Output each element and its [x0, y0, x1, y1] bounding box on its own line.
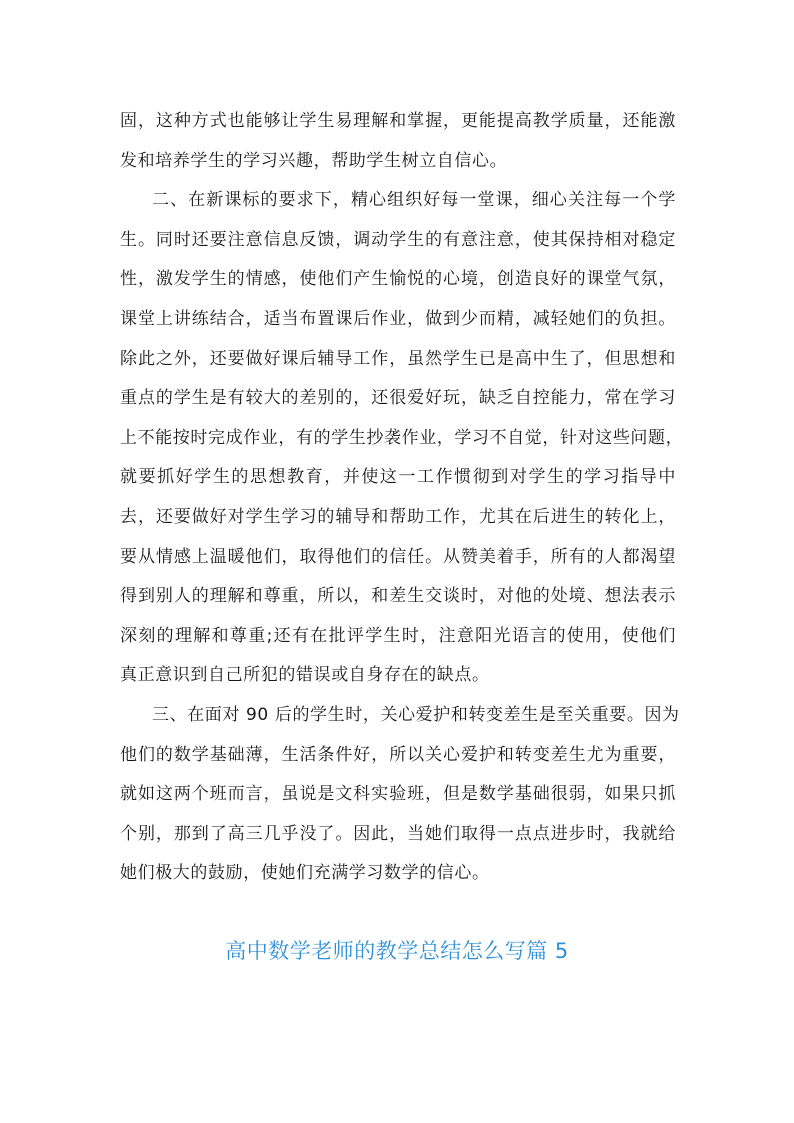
text-line: 她们极大的鼓励，使她们充满学习数学的信心。 [120, 863, 490, 884]
text-line: 三、在面对 90 后的学生时，关心爱护和转变差生是至关重要。因为 [152, 704, 680, 725]
text-line: 课堂上讲练结合，适当布置课后作业，做到少而精，减轻她们的负担。 [120, 308, 676, 329]
text-line: 他们的数学基础薄，生活条件好，所以关心爱护和转变差生尤为重要， [120, 744, 676, 765]
text-line: 上不能按时完成作业，有的学生抄袭作业，学习不自觉，针对这些问题， [120, 427, 684, 448]
paragraph-2 [120, 181, 684, 696]
text-line: 就要抓好学生的思想教育，并使这一工作惯彻到对学生的学习指导中 [120, 467, 676, 488]
text-line: 个别，那到了高三几乎没了。因此，当她们取得一点点进步时，我就给 [120, 823, 676, 844]
text-line: 二、在新课标的要求下，精心组织好每一堂课，细心关注每一个学 [152, 190, 676, 211]
text-line: 重点的学生是有较大的差别的，还很爱好玩，缺乏自控能力，常在学习 [120, 388, 676, 409]
text-line: 得到别人的理解和尊重，所以，和差生交谈时，对他的处境、想法表示 [120, 586, 676, 607]
text-line: 除此之外，还要做好课后辅导工作，虽然学生已是高中生了，但思想和 [120, 348, 676, 369]
text-line: 去，还要做好对学生学习的辅导和帮助工作，尤其在后进生的转化上， [120, 506, 676, 527]
paragraph-3 [120, 696, 680, 894]
text-line: 固，这种方式也能够让学生易理解和掌握，更能提高教学质量，还能激 [120, 111, 676, 131]
text-line: 要从情感上温暖他们，取得他们的信任。从赞美着手，所有的人都渴望 [120, 546, 676, 567]
text-line: 真正意识到自己所犯的错误或自身存在的缺点。 [120, 665, 490, 686]
text-line: 深刻的理解和尊重;还有在批评学生时，注意阳光语言的使用，使他们 [120, 625, 676, 646]
text-line: 发和培养学生的学习兴趣，帮助学生树立自信心。 [120, 150, 508, 171]
body-text [120, 102, 684, 894]
paragraph-1 [120, 102, 676, 181]
section-heading: 高中数学老师的教学总结怎么写篇 5 [225, 939, 569, 963]
text-line: 生。同时还要注意信息反馈，调动学生的有意注意，使其保持相对稳定 [120, 229, 676, 250]
text-line: 就如这两个班而言，虽说是文科实验班，但是数学基础很弱，如果只抓 [120, 784, 676, 805]
text-line: 性，激发学生的情感，使他们产生愉悦的心境，创造良好的课堂气氛， [120, 269, 676, 290]
